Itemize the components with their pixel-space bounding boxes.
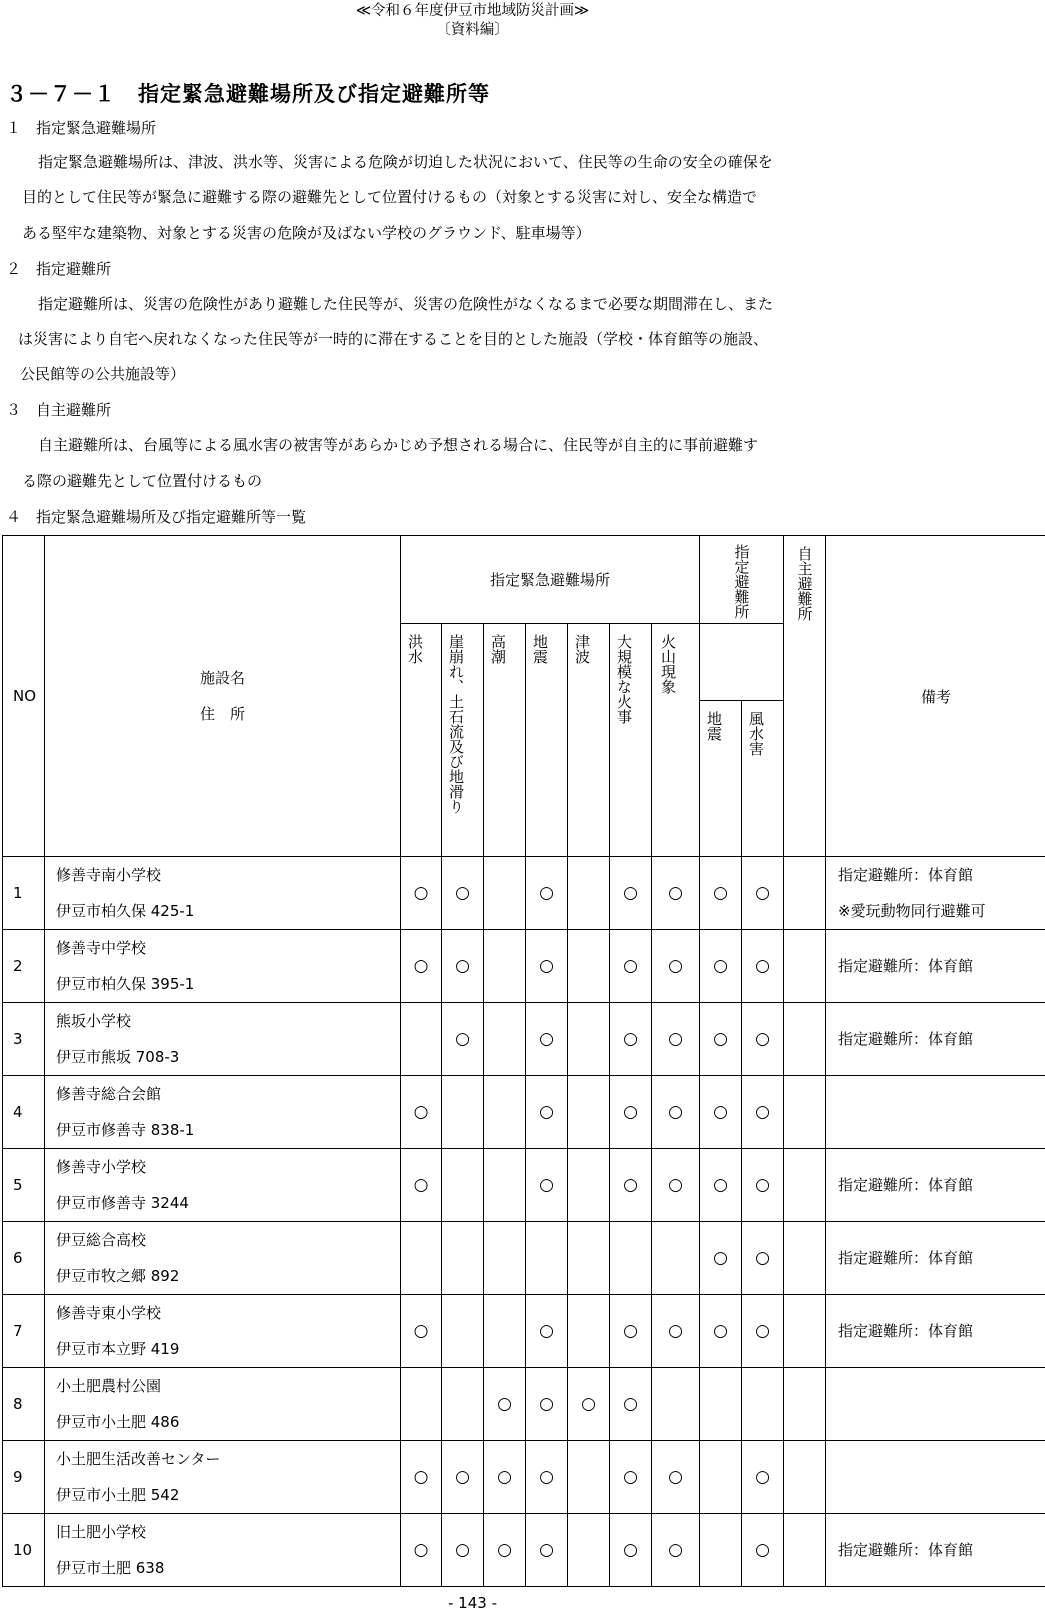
header-emergency-group: 指定緊急避難場所 [401, 536, 700, 624]
page-number: - 143 - [448, 1594, 497, 1612]
circle-mark-icon: ○ [668, 1029, 683, 1049]
mark-cell [652, 1149, 700, 1222]
circle-mark-icon: ○ [713, 1102, 728, 1122]
header-voluntary-label: 自主避難所 [795, 546, 814, 621]
mark-cell [401, 1003, 442, 1076]
circle-mark-icon: ○ [539, 956, 554, 976]
mark-cell [610, 1003, 652, 1076]
section-name: 〔資料編〕 [436, 22, 509, 38]
mark-cell [442, 1222, 484, 1295]
circle-mark-icon: ○ [713, 956, 728, 976]
header-volcanic [652, 624, 700, 857]
header-name: 施設名 [199, 669, 245, 687]
mark-cell [784, 857, 826, 930]
remark-text: ※愛玩動物同行避難可 [838, 902, 986, 920]
table-row [3, 857, 1045, 930]
facility-address: 伊豆市牧之郷 892 [56, 1267, 180, 1285]
circle-mark-icon: ○ [623, 883, 638, 903]
mark-cell [784, 1003, 826, 1076]
facility-address: 伊豆市本立野 419 [56, 1340, 180, 1358]
circle-mark-icon: ○ [623, 1321, 638, 1341]
mark-cell [700, 1076, 742, 1149]
mark-cell [568, 1003, 610, 1076]
row-facility [45, 1149, 401, 1222]
row-facility [45, 1003, 401, 1076]
mark-cell [442, 1514, 484, 1587]
row-no: 1 [3, 857, 45, 930]
circle-mark-icon: ○ [623, 1029, 638, 1049]
mark-cell [610, 1514, 652, 1587]
mark-cell [652, 930, 700, 1003]
facility-name: 修善寺東小学校 [56, 1304, 162, 1322]
table-row [3, 1149, 1045, 1222]
facility-address: 伊豆市小土肥 542 [56, 1486, 180, 1504]
remark-text: 指定避難所：体育館 [838, 866, 974, 884]
facility-name: 修善寺南小学校 [56, 866, 162, 884]
row-remarks [826, 1441, 1045, 1514]
circle-mark-icon: ○ [668, 1540, 683, 1560]
section-text: 目的として住民等が緊急に避難する際の避難先として位置付けるもの（対象とする災害に対し、安全な構造で [22, 188, 758, 206]
page-title: ３－７－１ 指定緊急避難場所及び指定避難所等 [6, 82, 490, 106]
circle-mark-icon: ○ [413, 1467, 429, 1487]
circle-mark-icon: ○ [668, 956, 683, 976]
circle-mark-icon: ○ [413, 883, 429, 903]
facility-address: 伊豆市柏久保 425-1 [56, 902, 195, 920]
remark-text: 指定避難所：体育館 [838, 1030, 974, 1048]
mark-cell [568, 1368, 610, 1441]
circle-mark-icon: ○ [755, 1248, 770, 1268]
header-storm-surge [484, 624, 526, 857]
mark-cell [526, 1003, 568, 1076]
facility-name: 修善寺小学校 [56, 1158, 147, 1176]
mark-cell [700, 1514, 742, 1587]
circle-mark-icon: ○ [755, 1467, 770, 1487]
mark-cell [700, 1222, 742, 1295]
row-facility [45, 1441, 401, 1514]
mark-cell [742, 1149, 784, 1222]
circle-mark-icon: ○ [413, 1321, 429, 1341]
mark-cell [610, 1295, 652, 1368]
mark-cell [401, 1441, 442, 1514]
facility-name: 熊坂小学校 [56, 1012, 132, 1030]
mark-cell [652, 1514, 700, 1587]
row-remarks [826, 1295, 1045, 1368]
mark-cell [700, 857, 742, 930]
mark-cell [784, 1076, 826, 1149]
header-landslide-label: 崖崩れ、土石流及び地滑り [447, 634, 465, 814]
facility-name: 修善寺総合会館 [56, 1085, 162, 1103]
circle-mark-icon: ○ [581, 1394, 596, 1414]
row-facility [45, 1295, 401, 1368]
header-voluntary [784, 536, 826, 857]
header-shelter-wind-flood [742, 701, 784, 857]
mark-cell [742, 1295, 784, 1368]
row-facility [45, 1076, 401, 1149]
circle-mark-icon: ○ [455, 1029, 470, 1049]
remark-text: 指定避難所：体育館 [838, 1322, 974, 1340]
circle-mark-icon: ○ [713, 1175, 728, 1195]
row-facility [45, 930, 401, 1003]
mark-cell [526, 1076, 568, 1149]
mark-cell [401, 1514, 442, 1587]
mark-cell [484, 1441, 526, 1514]
table-row [3, 1295, 1045, 1368]
mark-cell [742, 1368, 784, 1441]
mark-cell [484, 1003, 526, 1076]
header-tsunami [568, 624, 610, 857]
circle-mark-icon: ○ [668, 1467, 683, 1487]
mark-cell [401, 857, 442, 930]
table-row [3, 930, 1045, 1003]
header-storm-surge-label: 高潮 [489, 634, 507, 664]
header-no: NO [3, 536, 45, 857]
mark-cell [442, 930, 484, 1003]
mark-cell [742, 857, 784, 930]
circle-mark-icon: ○ [455, 883, 470, 903]
row-no: 2 [3, 930, 45, 1003]
facility-address: 伊豆市柏久保 395-1 [56, 975, 195, 993]
mark-cell [442, 857, 484, 930]
row-remarks [826, 857, 1045, 930]
section-heading: １ 指定緊急避難場所 [6, 119, 157, 137]
remark-text: 指定避難所：体育館 [838, 1541, 974, 1559]
row-remarks [826, 1514, 1045, 1587]
header-remarks: 備考 [826, 536, 1045, 857]
header-flood [401, 624, 442, 857]
circle-mark-icon: ○ [455, 1467, 470, 1487]
circle-mark-icon: ○ [623, 1394, 638, 1414]
mark-cell [784, 1514, 826, 1587]
row-no: 4 [3, 1076, 45, 1149]
plan-name: ≪令和６年度伊豆市地域防災計画≫ [355, 3, 590, 19]
mark-cell [484, 1076, 526, 1149]
circle-mark-icon: ○ [713, 883, 728, 903]
section-heading: ２ 指定避難所 [6, 260, 112, 278]
circle-mark-icon: ○ [713, 1029, 728, 1049]
mark-cell [401, 930, 442, 1003]
header-shelter-wind-flood-label: 風水害 [747, 711, 766, 756]
circle-mark-icon: ○ [755, 883, 770, 903]
circle-mark-icon: ○ [497, 1540, 512, 1560]
mark-cell [742, 930, 784, 1003]
circle-mark-icon: ○ [539, 1394, 554, 1414]
circle-mark-icon: ○ [668, 1175, 683, 1195]
row-no: 8 [3, 1368, 45, 1441]
mark-cell [610, 1076, 652, 1149]
mark-cell [700, 1295, 742, 1368]
mark-cell [568, 1441, 610, 1514]
mark-cell [442, 1295, 484, 1368]
facility-name: 小土肥生活改善センター [56, 1450, 221, 1468]
mark-cell [484, 1149, 526, 1222]
circle-mark-icon: ○ [623, 1175, 638, 1195]
facility-address: 伊豆市修善寺 3244 [56, 1194, 189, 1212]
remark-text: 指定避難所：体育館 [838, 1176, 974, 1194]
mark-cell [484, 1295, 526, 1368]
circle-mark-icon: ○ [413, 1102, 429, 1122]
mark-cell [401, 1149, 442, 1222]
mark-cell [484, 1222, 526, 1295]
header-shelter-group [700, 536, 784, 624]
row-no: 10 [3, 1514, 45, 1587]
mark-cell [784, 1368, 826, 1441]
row-no: 7 [3, 1295, 45, 1368]
mark-cell [610, 930, 652, 1003]
mark-cell [784, 930, 826, 1003]
row-no: 3 [3, 1003, 45, 1076]
row-remarks [826, 930, 1045, 1003]
circle-mark-icon: ○ [623, 956, 638, 976]
mark-cell [652, 857, 700, 930]
row-remarks [826, 1003, 1045, 1076]
mark-cell [568, 1076, 610, 1149]
table-row [3, 1003, 1045, 1076]
row-no: 9 [3, 1441, 45, 1514]
mark-cell [526, 1149, 568, 1222]
mark-cell [442, 1149, 484, 1222]
mark-cell [526, 1514, 568, 1587]
header-shelter-earthquake-label: 地震 [705, 711, 724, 741]
mark-cell [568, 1149, 610, 1222]
mark-cell [652, 1295, 700, 1368]
mark-cell [742, 1514, 784, 1587]
row-no: 6 [3, 1222, 45, 1295]
circle-mark-icon: ○ [623, 1540, 638, 1560]
mark-cell [652, 1368, 700, 1441]
circle-mark-icon: ○ [539, 1321, 554, 1341]
circle-mark-icon: ○ [668, 1321, 683, 1341]
row-facility [45, 1368, 401, 1441]
row-facility [45, 1222, 401, 1295]
circle-mark-icon: ○ [755, 956, 770, 976]
row-remarks [826, 1076, 1045, 1149]
mark-cell [568, 1514, 610, 1587]
mark-cell [784, 1222, 826, 1295]
mark-cell [526, 930, 568, 1003]
mark-cell [610, 1368, 652, 1441]
section-text: る際の避難先として位置付けるもの [22, 472, 263, 490]
mark-cell [652, 1222, 700, 1295]
header-tsunami-label: 津波 [573, 634, 591, 664]
mark-cell [526, 857, 568, 930]
mark-cell [568, 1222, 610, 1295]
table-row [3, 1368, 1045, 1441]
circle-mark-icon: ○ [755, 1175, 770, 1195]
section-heading: ３ 自主避難所 [6, 401, 112, 419]
circle-mark-icon: ○ [539, 1102, 554, 1122]
circle-mark-icon: ○ [497, 1467, 512, 1487]
circle-mark-icon: ○ [668, 883, 683, 903]
mark-cell [484, 857, 526, 930]
document-header [0, 2, 945, 40]
mark-cell [401, 1076, 442, 1149]
mark-cell [526, 1441, 568, 1514]
header-shelter-earthquake [700, 701, 742, 857]
mark-cell [652, 1441, 700, 1514]
header-address: 住 所 [199, 705, 245, 723]
mark-cell [742, 1222, 784, 1295]
mark-cell [652, 1076, 700, 1149]
circle-mark-icon: ○ [713, 1321, 728, 1341]
table-row [3, 1514, 1045, 1587]
facility-address: 伊豆市土肥 638 [56, 1559, 165, 1577]
facility-address: 伊豆市小土肥 486 [56, 1413, 180, 1431]
table-row [3, 1076, 1045, 1149]
circle-mark-icon: ○ [755, 1321, 770, 1341]
mark-cell [742, 1441, 784, 1514]
header-flood-label: 洪水 [406, 634, 424, 664]
mark-cell [526, 1368, 568, 1441]
circle-mark-icon: ○ [539, 1467, 554, 1487]
mark-cell [484, 1514, 526, 1587]
row-no: 5 [3, 1149, 45, 1222]
facility-address: 伊豆市修善寺 838-1 [56, 1121, 195, 1139]
mark-cell [401, 1295, 442, 1368]
mark-cell [526, 1222, 568, 1295]
circle-mark-icon: ○ [713, 1248, 728, 1268]
section-text: 公民館等の公共施設等） [20, 365, 186, 383]
circle-mark-icon: ○ [413, 1175, 429, 1195]
mark-cell [568, 857, 610, 930]
circle-mark-icon: ○ [668, 1102, 683, 1122]
row-facility [45, 1514, 401, 1587]
mark-cell [742, 1003, 784, 1076]
mark-cell [742, 1076, 784, 1149]
circle-mark-icon: ○ [623, 1102, 638, 1122]
mark-cell [568, 1295, 610, 1368]
section-text: ある堅牢な建築物、対象とする災害の危険が及ばない学校のグラウンド、駐車場等） [22, 224, 591, 242]
mark-cell [610, 1149, 652, 1222]
mark-cell [700, 1441, 742, 1514]
header-earthquake [526, 624, 568, 857]
mark-cell [700, 1368, 742, 1441]
section-text: 指定避難所は、災害の危険性があり避難した住民等が、災害の危険性がなくなるまで必要な期間滞在し、また [38, 295, 774, 313]
row-facility [45, 857, 401, 930]
mark-cell [568, 930, 610, 1003]
facility-name: 修善寺中学校 [56, 939, 147, 957]
mark-cell [401, 1222, 442, 1295]
row-remarks [826, 1149, 1045, 1222]
circle-mark-icon: ○ [413, 956, 429, 976]
mark-cell [442, 1003, 484, 1076]
circle-mark-icon: ○ [455, 956, 470, 976]
circle-mark-icon: ○ [539, 1540, 554, 1560]
header-name-address [45, 536, 401, 857]
section-text: 自主避難所は、台風等による風水害の被害等があらかじめ予想される場合に、住民等が自主的に事前避難す [38, 436, 759, 454]
circle-mark-icon: ○ [755, 1029, 770, 1049]
facility-address: 伊豆市熊坂 708-3 [56, 1048, 180, 1066]
circle-mark-icon: ○ [539, 883, 554, 903]
mark-cell [401, 1368, 442, 1441]
mark-cell [784, 1149, 826, 1222]
header-shelter-group-label: 指定避難所 [732, 544, 751, 619]
mark-cell [700, 930, 742, 1003]
circle-mark-icon: ○ [539, 1175, 554, 1195]
circle-mark-icon: ○ [755, 1102, 770, 1122]
facility-name: 伊豆総合高校 [56, 1231, 147, 1249]
row-remarks [826, 1368, 1045, 1441]
facility-name: 小土肥農村公園 [56, 1377, 162, 1395]
mark-cell [610, 1441, 652, 1514]
header-volcanic-label: 火山現象 [659, 634, 677, 694]
mark-cell [784, 1441, 826, 1514]
circle-mark-icon: ○ [455, 1540, 470, 1560]
section-heading: ４ 指定緊急避難場所及び指定避難所等一覧 [6, 508, 307, 526]
mark-cell [442, 1441, 484, 1514]
mark-cell [784, 1295, 826, 1368]
circle-mark-icon: ○ [539, 1029, 554, 1049]
mark-cell [700, 1003, 742, 1076]
mark-cell [526, 1295, 568, 1368]
table-row [3, 1222, 1045, 1295]
header-earthquake-label: 地震 [531, 634, 549, 664]
facility-name: 旧土肥小学校 [56, 1523, 147, 1541]
circle-mark-icon: ○ [755, 1540, 770, 1560]
mark-cell [610, 1222, 652, 1295]
circle-mark-icon: ○ [623, 1467, 638, 1487]
circle-mark-icon: ○ [497, 1394, 512, 1414]
mark-cell [652, 1003, 700, 1076]
section-text: は災害により自宅へ戻れなくなった住民等が一時的に滞在することを目的とした施設（学校・体育館等の施設、 [18, 330, 769, 348]
table-row [3, 1441, 1045, 1514]
mark-cell [484, 1368, 526, 1441]
mark-cell [442, 1076, 484, 1149]
header-landslide [442, 624, 484, 857]
remark-text: 指定避難所：体育館 [838, 1249, 974, 1267]
header-large-fire [610, 624, 652, 857]
row-remarks [826, 1222, 1045, 1295]
circle-mark-icon: ○ [413, 1540, 429, 1560]
evacuation-sites-table [2, 535, 1045, 1587]
header-large-fire-label: 大規模な火事 [615, 634, 633, 724]
mark-cell [442, 1368, 484, 1441]
mark-cell [610, 857, 652, 930]
remark-text: 指定避難所：体育館 [838, 957, 974, 975]
mark-cell [700, 1149, 742, 1222]
section-text: 指定緊急避難場所は、津波、洪水等、災害による危険が切迫した状況において、住民等の生命の安全の確保を [38, 153, 773, 171]
mark-cell [484, 930, 526, 1003]
